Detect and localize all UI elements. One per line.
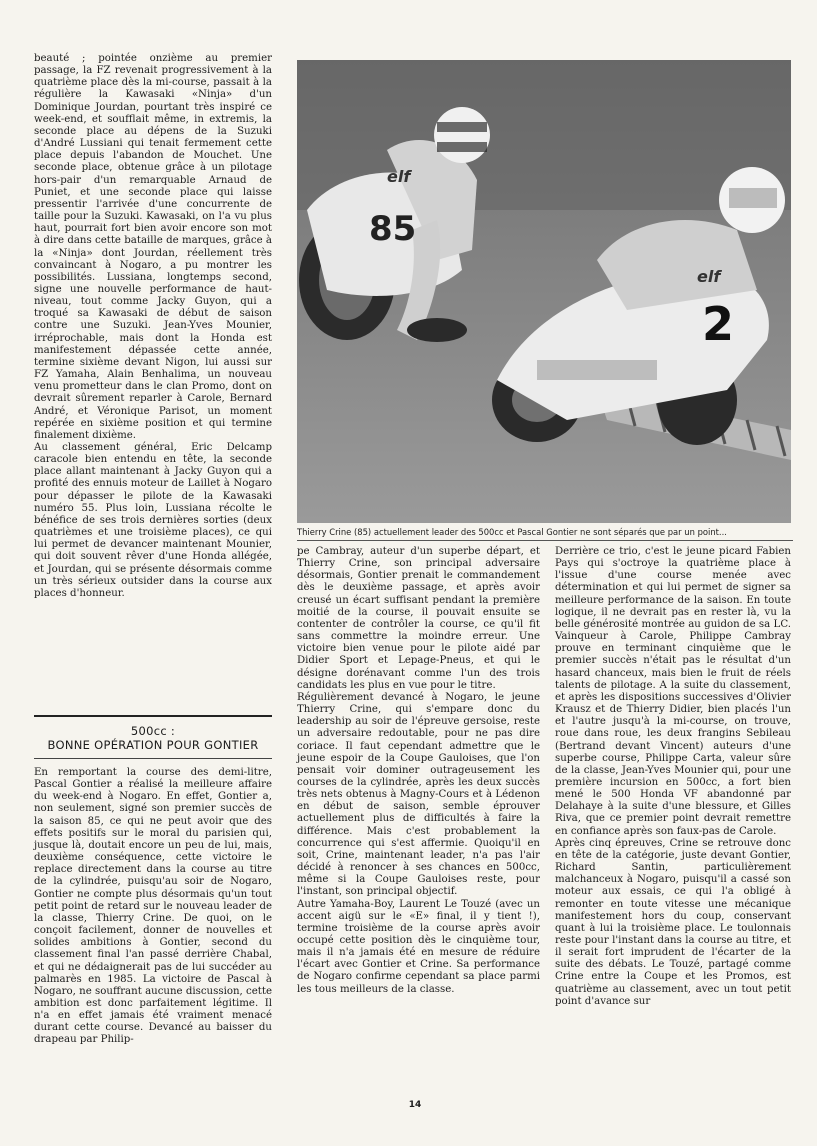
rider-2-sponsor: elf — [697, 267, 721, 286]
article-paragraph: Au classement général, Eric Delcamp caracole bien entendu en tête, la seconde place allant maintenant à Jacky Guyon qui a profité des ennuis moteur de Laillet à Nogaro pour dépasser le pilote de la Kawasaki numéro 55. Plus loin, Lussiana récolte le bénéfice de ses trois dernières sorties (deux quatrièmes et une troisième places), ce qui lui permet de devancer maintenant Mounier, qui doit souvent rêver d'une Honda allégée, et Jourdan, qui se présente désormais comme un très sérieux outsider dans la course aux places d'honneur. — [34, 442, 272, 599]
article-paragraph: En remportant la course des demi-litre, Pascal Gontier a réalisé la meilleure affaire du week-end à Nogaro. En effet, Gontier a, non seulement, signé son premier succès de la saison 85, ce qui ne peut avoir que des effets positifs sur le moral du parisien qui, jusque là, doutait encore un peu de lui, mais, deuxième conséquence, cette victoire le replace directement dans la course au titre de la cylindrée, puisqu'au soir de Nogaro, Gontier ne compte plus désormais qu'un tout petit point de retard sur le nouveau leader de la classe, Thierry Crine. De quoi, on le conçoit facilement, donner de nouvelles et solides ambitions à Gontier, second du classement final l'an passé derrière Chabal, et qui ne dédaignerait pas de lui succéder au palmarès en 1985. La victoire de Pascal à Nogaro, ne souffrant aucune discussion, cette ambition est donc parfaitement légitime. Il n'a en effet jamais été vraiment menacé durant cette course. Devancé au baisser du drapeau par Philip- — [34, 767, 272, 1046]
section-heading-category: 500cc : — [130, 724, 176, 738]
section-heading — [34, 715, 272, 759]
article-column-1-bottom — [34, 767, 272, 1047]
rider-85-sponsor: elf — [387, 167, 411, 186]
article-paragraph: beauté ; pointée onzième au premier passage, la FZ revenait progressivement à la quatrième place dès la mi-course, passait à la régulière la Kawasaki «Ninja» d'un Dominique Jourdan, pourtant très inspiré ce week-end, et soufflait même, in extremis, la seconde place au dépens de la Suzuki d'André Lussiani qui tenait fermement cette place depuis l'abandon de Mouchet. Une seconde place, obtenue grâce à un pilotage hors-pair d'un remarquable Arnaud de Puniet, et une seconde place qui laisse pressentir l'arrivée d'une concurrente de taille pour la Suzuki. Kawasaki, on l'a vu plus haut, pourrait fort bien avoir encore son mot à dire dans cette bataille de marques, grâce à la «Ninja» dont Jourdan, réellement très convaincant à Nogaro, a pu montrer les possibilités. Lussiana, longtemps second, signe une nouvelle performance de haut-niveau, tout comme Jacky Guyon, qui a troqué sa Kawasaki de début de saison contre une Suzuki. Jean-Yves Mounier, irréprochable, mais dont la Honda est manifestement dépassée cette année, termine sixième devant Nigon, lui aussi sur FZ Yamaha, Alain Benhalima, un nouveau venu prometteur dans le clan Promo, dont on devrait sûrement reparler à Carole, Bernard André, et Véronique Parisot, un moment repérée en sixième position et qui termine finalement dixième. — [34, 53, 272, 441]
article-paragraph: Derrière ce trio, c'est le jeune picard Fabien Pays qui s'octroye la quatrième place à l'issue d'une course menée avec détermination et qui lui permet de signer sa meilleure performance de la saison. En toute logique, il ne devrait pas en rester là, vu la belle générosité montrée au guidon de sa LC. Vainqueur à Carole, Philippe Cambray prouve en terminant cinquième que le premier succès n'était pas le résultat d'un hasard chanceux, mais bien le fruit de réels talents de pilotage. A la suite du classement, et après les dispositions successives d'Olivier Krausz et de Thierry Didier, bien placés l'un et l'autre jusqu'à la mi-course, on trouve, roue dans roue, les deux frangins Sebileau (Bertrand devant Vincent) auteurs d'une superbe course, Philippe Carta, valeur sûre de la classe, Jean-Yves Mounier qui, pour une première incursion en 500cc, a fort bien mené le 500 Honda VF abandonné par Delahaye à la suite d'une blessure, et Gilles Riva, que ce premier point devrait remettre en confiance après son faux-pas de Carole. — [555, 546, 791, 837]
photo-caption: Thierry Crine (85) actuellement leader des 500cc et Pascal Gontier ne sont séparés que par un point... — [297, 527, 793, 541]
motorcycle-race-illustration — [297, 60, 791, 523]
rider-2-number: 2 — [702, 297, 735, 351]
page-number: 14 — [408, 1100, 422, 1110]
article-paragraph: Régulièrement devancé à Nogaro, le jeune Thierry Crine, qui s'empare donc du leadership au soir de l'épreuve gersoise, reste un adversaire redoutable, pour ne pas dire coriace. Il faut cependant admettre que le jeune espoir de la Coupe Gauloises, que l'on pensait voir dominer outrageusement les courses de la cylindrée, après les deux succès très nets obtenus à Magny-Cours et à Lédenon en début de saison, semble éprouver actuellement plus de difficultés à faire la différence. Mais c'est probablement la concurrence qui s'est affermie. Quoiqu'il en soit, Crine, maintenant leader, n'a pas l'air décidé à renoncer à ses chances en 500cc, même si la Coupe Gauloises reste, pour l'instant, son principal objectif. — [297, 691, 540, 898]
article-paragraph: Après cinq épreuves, Crine se retrouve donc en tête de la catégorie, juste devant Gontier, Richard Santin, particulièrement malchanceux à Nogaro, puisqu'il a cassé son moteur aux essais, ce qui l'a obligé à remonter en toute vitesse une mécanique manifestement hors du coup, conservant quant à lui la troisième place. Le toulonnais reste pour l'instant dans la course au titre, et il serait fort imprudent de l'écarter de la suite des débats. Le Touzé, partagé comme Crine entre la Coupe et les Promos, est quatrième au classement, avec un tout petit point d'avance sur — [555, 837, 791, 1007]
article-paragraph: Autre Yamaha-Boy, Laurent Le Touzé (avec un accent aigü sur le «E» final, il y tient !), termine troisième de la course après avoir occupé cette position dès le cinquième tour, mais il n'a jamais été en mesure de réduire l'écart avec Gontier et Crine. Sa performance de Nogaro confirme cependant sa place parmi les tous meilleurs de la classe. — [297, 898, 540, 995]
article-column-3 — [555, 546, 791, 1008]
section-heading-title: BONNE OPÉRATION POUR GONTIER — [47, 738, 259, 752]
article-paragraph: pe Cambray, auteur d'un superbe départ, et Thierry Crine, son principal adversaire désormais, Gontier prenait le commandement dès le deuxième passage, et après avoir creusé un écart suffisant pendant la première moitié de la course, il pouvait ensuite se contenter de contrôler la course, ce qu'il fit sans commettre la moindre erreur. Une victoire bien venue pour le pilote aidé par Didier Sport et Lepage-Pneus, et qui le désigne dorénavant comme l'un des trois candidats les plus en vue pour le titre. — [297, 546, 540, 691]
article-column-2 — [297, 546, 540, 996]
article-column-1-top — [34, 53, 272, 600]
rider-85-number: 85 — [369, 209, 417, 249]
race-photo — [297, 60, 791, 523]
